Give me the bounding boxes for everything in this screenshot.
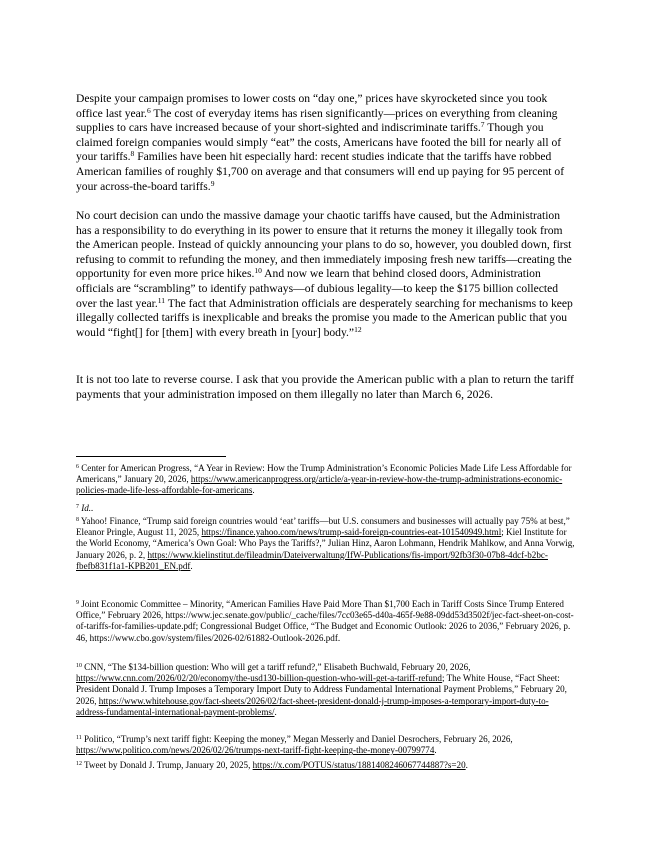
footnote-number: 7	[76, 504, 79, 510]
p1-sentence-3: Though you claimed foreign companies would simply “eat” the costs, Americans have footed the bill for nearly all of your tariffs.	[76, 121, 562, 164]
p2-sentence-1: No court decision can undo the massive damage your chaotic tariffs have caused, but the Administration has a responsibility to do everything in its power to ensure that it returns the money it illegally took from the American people. Instead of quickly announcing your plans to do so, however, you doubled down, first refusing to commit to refunding the money, and then immediately imposing fresh new tariffs—creating the opportunity for even more price hikes.	[76, 209, 572, 281]
footnote-8	[76, 516, 578, 572]
p2-sentence-3: The fact that Administration officials are desperately searching for mechanisms to keep illegally collected tariffs is inexplicable and breaks the promise you made to the American public that you would “fight[] for [them] with every breath in [your] body.”	[76, 296, 573, 339]
footnote-text: Center for American Progress, “A Year in Review: How the Trump Administration’s Economic Policies Made Life Less Affordable for Americans,” January 20, 2026,	[76, 463, 572, 485]
footnote-text: Id..	[78, 503, 94, 513]
footnote-text: Joint Economic Committee – Minority, “American Families Have Paid More Than $1,700 Each in Tariff Costs Since Trump Entered Office,” February 2026, https://www.jec.senate.gov/public/_cache/files/7cc03e65-d40a-465f-9e88-09dd53d3502f/jec-fact-sheet-on-cost-of-tariffs-for-families-update.pdf; Congressional Budget Office, “The Budget and Economic Outlook: 2026 to 2036,” February 2026, p. 46, https://www.cbo.gov/system/files/2026-02/61882-Outlook-2026.pdf.	[76, 599, 574, 643]
footnote-link[interactable]: https://www.politico.com/news/2026/02/26/trumps-next-tariff-fight-keeping-the-money-00799774	[76, 745, 435, 756]
body-paragraph-2	[76, 209, 576, 340]
footnote-number: 6	[76, 464, 79, 470]
footnote-link[interactable]: https://www.cnn.com/2026/02/20/economy/the-usd130-billion-question-who-will-get-a-tariff-refund	[76, 673, 442, 684]
footnote-ref-9[interactable]: 9	[210, 178, 215, 188]
footnote-number: 9	[76, 600, 79, 606]
footnote-link[interactable]: https://finance.yahoo.com/news/trump-said-foreign-countries-eat-101540949.html	[201, 527, 502, 538]
footnote-link[interactable]: https://www.americanprogress.org/article/a-year-in-review-how-the-trump-administrations-economic-policies-made-life-less-affordable-for-americans	[76, 474, 563, 496]
footnote-end: .	[434, 745, 437, 756]
body-paragraph-3: It is not too late to reverse course. I ask that you provide the American public with a plan to return the tariff payments that your administration imposed on them illegally no later than March 6, 2026.	[76, 373, 574, 401]
footnote-number: 10	[76, 663, 82, 669]
footnote-end: .	[274, 706, 277, 717]
p1-sentence-2: The cost of everyday items has risen significantly—prices on everything from cleaning supplies to cars have increased because of your short-sighted and indiscriminate tariffs.	[76, 106, 558, 135]
footnote-text-2: ; Kiel Institute for the World Economy, “America’s Own Goal: Who Pays the Tariffs?,” Julian Hinz, Aaron Lohmann, Hendrik Mahlkow, and Anna Vorwig, January 2026, p. 2,	[76, 527, 575, 560]
footnote-text: Tweet by Donald J. Trump, January 20, 2025,	[81, 760, 253, 770]
footnote-ref-8[interactable]: 8	[130, 149, 135, 159]
footnote-number: 8	[76, 517, 79, 523]
footnote-text-2: ; The White House, “Fact Sheet: President Donald J. Trump Imposes a Temporary Import Duty to Address Fundamental International Payment Problems,” February 20, 2026,	[76, 673, 567, 706]
p1-sentence-4: Families have been hit especially hard: recent studies indicate that the tariffs have robbed American families of roughly $1,700 on average and that consumers will end up paying for 95 percent of your across-the-board tariffs.	[76, 150, 565, 193]
footnote-text: Politico, “Trump’s next tariff fight: Keeping the money,” Megan Messerly and Daniel Desrochers, February 26, 2026,	[81, 734, 513, 744]
footnote-link-2[interactable]: https://www.whitehouse.gov/fact-sheets/2026/02/fact-sheet-president-donald-j-trump-imposes-a-temporary-import-duty-to-address-fundamental-international-payment-problems/	[76, 695, 549, 717]
footnote-text: CNN, “The $134-billion question: Who will get a tariff refund?,” Elisabeth Buchwald, February 20, 2026,	[81, 662, 471, 672]
footnote-end: .	[465, 760, 468, 770]
footnote-ref-10[interactable]: 10	[254, 266, 262, 276]
footnote-ref-6[interactable]: 6	[146, 105, 151, 115]
footnote-9	[76, 599, 578, 644]
footnote-separator	[76, 456, 226, 457]
footnote-end: .	[252, 485, 255, 496]
footnote-end: .	[190, 560, 193, 571]
p2-sentence-2: And now we learn that behind closed doors, Administration officials are “scrambling” to identify pathways—of dubious legality—to keep the $175 billion collected over the last year.	[76, 267, 559, 310]
footnote-7	[76, 503, 578, 514]
footnote-12	[76, 760, 578, 771]
footnote-11	[76, 734, 578, 756]
footnote-ref-11[interactable]: 11	[157, 295, 166, 305]
footnote-10	[76, 662, 578, 718]
footnote-number: 11	[76, 735, 82, 741]
body-paragraph-1	[76, 92, 576, 194]
footnote-ref-7[interactable]: 7	[480, 120, 485, 130]
footnote-ref-12[interactable]: 12	[354, 324, 362, 334]
footnote-link-2[interactable]: https://www.kielinstitut.de/fileadmin/Dateiverwaltung/IfW-Publications/fis-import/92fb3f30-07b8-4dcf-b2bc-fbefb831f1a1-KPB201_EN.pdf	[76, 549, 548, 571]
p1-sentence-1: Despite your campaign promises to lower costs on “day one,” prices have skyrocketed since you took office last year.	[76, 92, 548, 120]
footnote-link[interactable]: https://x.com/POTUS/status/1881408246067744887?s=20	[252, 760, 466, 770]
footnote-number: 12	[76, 761, 82, 767]
footnote-6	[76, 463, 578, 497]
footnote-text: Yahoo! Finance, “Trump said foreign countries would ‘eat’ tariffs—but U.S. consumers and businesses will actually pay 75% at best,” Eleanor Pringle, August 11, 2025,	[76, 516, 570, 538]
